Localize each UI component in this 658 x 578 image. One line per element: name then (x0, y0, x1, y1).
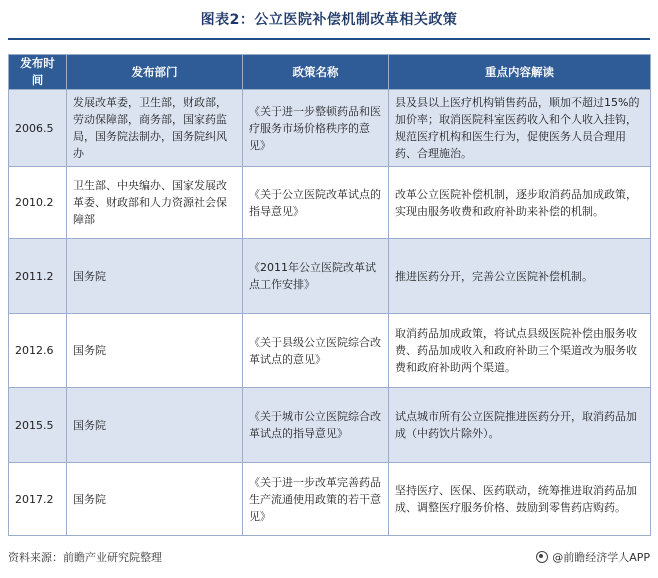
cell-policy-name: 《关于公立医院改革试点的指导意见》 (243, 167, 389, 239)
cell-department: 国务院 (67, 388, 243, 463)
source-note: 资料来源：前瞻产业研究院整理 (8, 551, 162, 564)
table-row (9, 90, 651, 167)
cell-department: 发展改革委，卫生部，财政部，劳动保障部，商务部，国家药监局，国务院法制办，国务院纠风办 (67, 90, 243, 167)
cell-policy-name: 《关于进一步改革完善药品生产流通使用政策的若干意见》 (243, 463, 389, 536)
cell-key-content: 坚持医疗、医保、医药联动，统筹推进取消药品加成、调整医疗服务价格、鼓励到零售药店购药。 (389, 463, 651, 536)
cell-department: 国务院 (67, 463, 243, 536)
table-row (9, 167, 651, 239)
cell-date: 2015.5 (9, 388, 67, 463)
cell-key-content: 县及县以上医疗机构销售药品，顺加不超过15%的加价率；取消医院科室医药收入和个人收入挂钩，规范医疗机构和医生行为，促使医务人员合理用药、合理施治。 (389, 90, 651, 167)
cell-policy-name: 《关于县级公立医院综合改革试点的意见》 (243, 314, 389, 388)
cell-date: 2012.6 (9, 314, 67, 388)
cell-policy-name: 《关于进一步整顿药品和医疗服务市场价格秩序的意见》 (243, 90, 389, 167)
cell-key-content: 取消药品加成政策，将试点县级医院补偿由服务收费、药品加成收入和政府补助三个渠道改为服务收费和政府补助两个渠道。 (389, 314, 651, 388)
header-date: 发布时间 (9, 55, 67, 90)
header-key-content: 重点内容解读 (389, 55, 651, 90)
table-header-row (9, 55, 651, 90)
cell-date: 2006.5 (9, 90, 67, 167)
cell-policy-name: 《2011年公立医院改革试点工作安排》 (243, 239, 389, 314)
table-row (9, 388, 651, 463)
cell-date: 2010.2 (9, 167, 67, 239)
header-department: 发布部门 (67, 55, 243, 90)
cell-key-content: 推进医药分开，完善公立医院补偿机制。 (389, 239, 651, 314)
cell-date: 2017.2 (9, 463, 67, 536)
cell-department: 卫生部、中央编办、国家发展改革委、财政部和人力资源社会保障部 (67, 167, 243, 239)
cell-policy-name: 《关于城市公立医院综合改革试点的指导意见》 (243, 388, 389, 463)
cell-key-content: 试点城市所有公立医院推进医药分开，取消药品加成（中药饮片除外）。 (389, 388, 651, 463)
table-row (9, 239, 651, 314)
table-row (9, 314, 651, 388)
cell-key-content: 改革公立医院补偿机制，逐步取消药品加成政策，实现由服务收费和政府补助来补偿的机制。 (389, 167, 651, 239)
brand-attribution (536, 549, 650, 565)
table-row (9, 463, 651, 536)
cell-department: 国务院 (67, 239, 243, 314)
page-title: 图表2：公立医院补偿机制改革相关政策 (200, 12, 458, 28)
cell-department: 国务院 (67, 314, 243, 388)
qianzhan-logo-icon (536, 551, 548, 563)
header-policy-name: 政策名称 (243, 55, 389, 90)
title-divider (8, 38, 650, 40)
brand-label: @前瞻经济学人APP (552, 551, 650, 564)
cell-date: 2011.2 (9, 239, 67, 314)
policy-table (8, 54, 651, 536)
